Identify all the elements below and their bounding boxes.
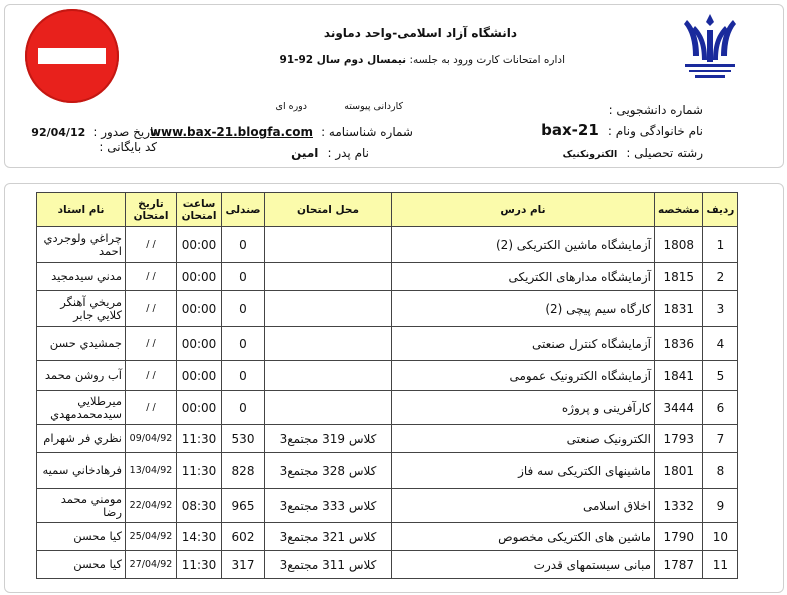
table-row <box>37 551 738 579</box>
table-row <box>37 425 738 453</box>
subtitle-prefix: اداره امتحانات کارت ورود به جلسه: <box>409 54 565 66</box>
stop-sign-icon <box>25 9 119 103</box>
course-code: 1787 <box>655 551 703 579</box>
table-header-row <box>37 193 738 227</box>
header-time: ساعت امتحان <box>177 193 222 227</box>
exam-place <box>265 291 392 327</box>
course-name: اخلاق اسلامی <box>392 489 655 523</box>
exam-date: 09/04/92 <box>126 425 177 453</box>
table-row <box>37 361 738 391</box>
course-code: 1793 <box>655 425 703 453</box>
professor-name: مدني سيدمجيد <box>37 263 126 291</box>
header-place: محل امتحان <box>265 193 392 227</box>
seat-number: 828 <box>222 453 265 489</box>
exam-place: کلاس 321 مجتمع3 <box>265 523 392 551</box>
exam-time: 00:00 <box>177 361 222 391</box>
exam-time: 14:30 <box>177 523 222 551</box>
student-number-label: شماره دانشجويی : <box>608 103 703 117</box>
exam-place: کلاس 328 مجتمع3 <box>265 453 392 489</box>
seat-number: 530 <box>222 425 265 453</box>
exam-place <box>265 391 392 425</box>
exam-time: 11:30 <box>177 551 222 579</box>
id-number-value: www.bax-21.blogfa.com <box>149 125 313 139</box>
seat-number: 0 <box>222 391 265 425</box>
exam-place: کلاس 333 مجتمع3 <box>265 489 392 523</box>
course-name: ماشین های الکتریکی مخصوص <box>392 523 655 551</box>
course-name: کارآفرینی و پروژه <box>392 391 655 425</box>
table-row <box>37 227 738 263</box>
course-code: 1801 <box>655 453 703 489</box>
exam-time: 11:30 <box>177 453 222 489</box>
seat-number: 0 <box>222 227 265 263</box>
course-code: 1808 <box>655 227 703 263</box>
issue-date-row <box>31 121 157 140</box>
course-code: 1831 <box>655 291 703 327</box>
id-number-row <box>150 121 413 140</box>
header-row-number: ردیف <box>703 193 738 227</box>
row-number: 2 <box>703 263 738 291</box>
table-row <box>37 453 738 489</box>
exam-time: 00:00 <box>177 327 222 361</box>
exam-time: 08:30 <box>177 489 222 523</box>
header-date: تاریخ امتحان <box>126 193 177 227</box>
table-row <box>37 327 738 361</box>
header-seat: صندلی <box>222 193 265 227</box>
professor-name: فرهادخاني سميه <box>37 453 126 489</box>
professor-name: ميرطلايي سيدمحمدمهدي <box>37 391 126 425</box>
course-code: 1790 <box>655 523 703 551</box>
exam-date: 25/04/92 <box>126 523 177 551</box>
course-name: آزمایشگاه مدارهای الکتریکی <box>392 263 655 291</box>
exam-place <box>265 263 392 291</box>
exam-place <box>265 227 392 263</box>
exam-date: 22/04/92 <box>126 489 177 523</box>
row-number: 8 <box>703 453 738 489</box>
exam-time: 00:00 <box>177 291 222 327</box>
seat-number: 0 <box>222 361 265 391</box>
field-of-study-label: رشته تحصیلی : <box>626 146 703 160</box>
row-number: 10 <box>703 523 738 551</box>
table-row <box>37 523 738 551</box>
row-number: 4 <box>703 327 738 361</box>
id-number-label: شماره شناسنامه : <box>321 125 413 139</box>
row-number: 6 <box>703 391 738 425</box>
exam-date: / / <box>126 391 177 425</box>
exam-time: 00:00 <box>177 227 222 263</box>
issue-date-value: 92/04/12 <box>31 126 86 139</box>
exam-place: کلاس 311 مجتمع3 <box>265 551 392 579</box>
seat-number: 317 <box>222 551 265 579</box>
course-name: آزمایشگاه ماشین الکتریکی (2) <box>392 227 655 263</box>
course-code: 1841 <box>655 361 703 391</box>
exam-date: 13/04/92 <box>126 453 177 489</box>
exam-date: / / <box>126 291 177 327</box>
exam-time: 00:00 <box>177 391 222 425</box>
father-name-row <box>291 142 369 161</box>
row-number: 1 <box>703 227 738 263</box>
course-name: آزمایشگاه کنترل صنعتی <box>392 327 655 361</box>
course-code: 3444 <box>655 391 703 425</box>
exam-date: / / <box>126 263 177 291</box>
student-name-value: bax-21 <box>541 121 599 139</box>
exam-date: / / <box>126 361 177 391</box>
degree-level: کاردانی پیوسته <box>344 101 403 112</box>
professor-name: آب روشن محمد <box>37 361 126 391</box>
exam-place <box>265 327 392 361</box>
exam-date: / / <box>126 227 177 263</box>
row-number: 9 <box>703 489 738 523</box>
student-name-label: نام خانوادگی ونام : <box>607 124 703 138</box>
professor-name: چراغي ولوجردي احمد <box>37 227 126 263</box>
professor-name: مريخي آهنگر كلايي جابر <box>37 291 126 327</box>
header-course: نام درس <box>392 193 655 227</box>
course-name: آزمایشگاه الکترونیک عمومی <box>392 361 655 391</box>
professor-name: كيا محسن <box>37 551 126 579</box>
professor-name: كيا محسن <box>37 523 126 551</box>
subtitle-term: نیمسال دوم سال 92-91 <box>279 54 407 66</box>
exam-time: 00:00 <box>177 263 222 291</box>
professor-name: نظري فر شهرام <box>37 425 126 453</box>
course-code: 1332 <box>655 489 703 523</box>
course-type: دوره ای <box>275 101 307 112</box>
field-of-study-row <box>563 142 703 161</box>
exam-schedule-table <box>36 192 738 579</box>
archive-code-label: کد بایگانی : <box>99 140 157 154</box>
course-name: مبانی سیستمهای قدرت <box>392 551 655 579</box>
header-professor: نام استاد <box>37 193 126 227</box>
seat-number: 0 <box>222 291 265 327</box>
exam-date: 27/04/92 <box>126 551 177 579</box>
table-row <box>37 291 738 327</box>
university-logo <box>681 12 739 82</box>
exam-card-subtitle <box>280 54 565 66</box>
table-row <box>37 489 738 523</box>
course-name: ماشینهای الکتریکی سه فاز <box>392 453 655 489</box>
seat-number: 0 <box>222 263 265 291</box>
row-number: 7 <box>703 425 738 453</box>
seat-number: 602 <box>222 523 265 551</box>
course-name: الکترونیک صنعتی <box>392 425 655 453</box>
header-code: مشخصه <box>655 193 703 227</box>
seat-number: 0 <box>222 327 265 361</box>
student-name-row <box>541 120 703 139</box>
professor-name: مومني محمد رضا <box>37 489 126 523</box>
exam-place: کلاس 319 مجتمع3 <box>265 425 392 453</box>
father-name-label: نام پدر : <box>327 146 369 160</box>
father-name-value: امین <box>291 146 319 160</box>
row-number: 3 <box>703 291 738 327</box>
course-code: 1836 <box>655 327 703 361</box>
professor-name: جمشيدي حسن <box>37 327 126 361</box>
university-title: دانشگاه آزاد اسلامی-واحد دماوند <box>323 26 517 40</box>
field-of-study-value: الکترونکنیک <box>562 149 618 160</box>
course-code: 1815 <box>655 263 703 291</box>
row-number: 5 <box>703 361 738 391</box>
issue-date-label: تاریخ صدور : <box>93 125 157 139</box>
exam-date: / / <box>126 327 177 361</box>
row-number: 11 <box>703 551 738 579</box>
course-name: کارگاه سیم پیچی (2) <box>392 291 655 327</box>
table-row <box>37 391 738 425</box>
exam-time: 11:30 <box>177 425 222 453</box>
exam-place <box>265 361 392 391</box>
table-row <box>37 263 738 291</box>
seat-number: 965 <box>222 489 265 523</box>
